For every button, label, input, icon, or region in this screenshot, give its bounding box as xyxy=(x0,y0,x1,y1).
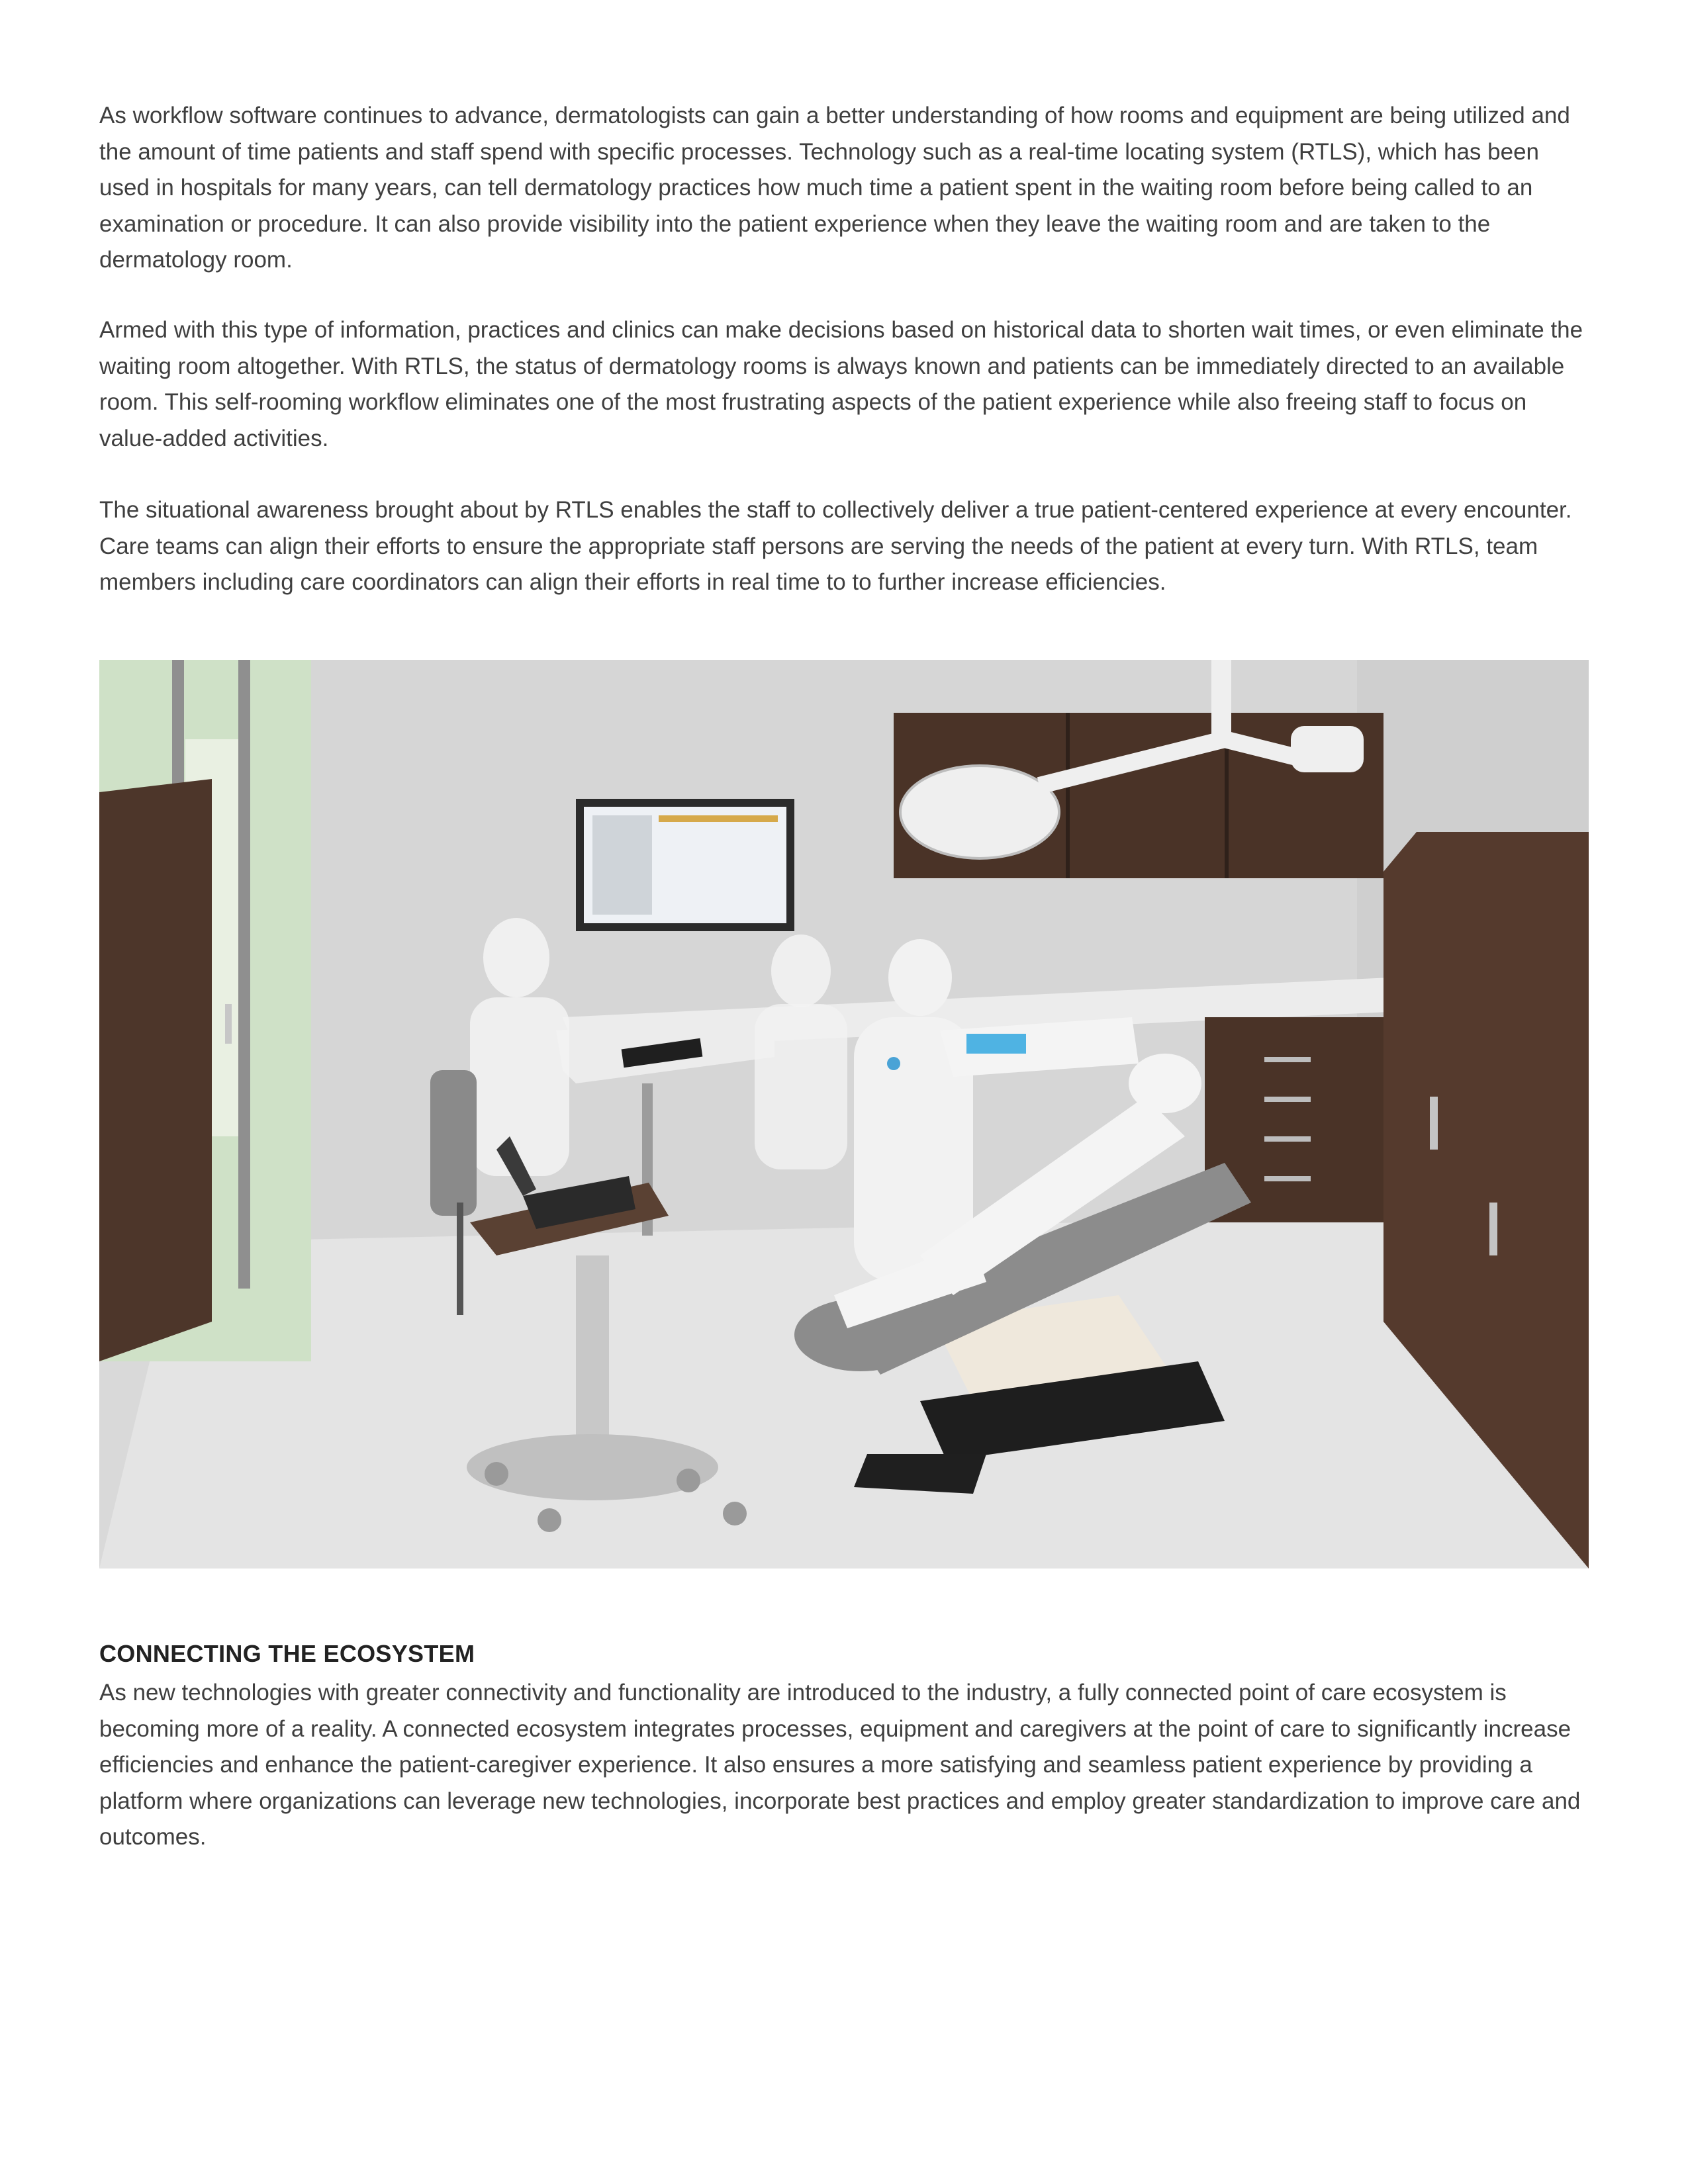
section-body-paragraph: As new technologies with greater connectivity and functionality are introduced to the industry, a fully connected point of care ecosystem is becoming more of a reality. A connected ecosystem integrates processes, equipment and caregivers at the point of care to significantly increase efficiencies and enhance the patient-caregiver experience. It also ensures a more satisfying and seamless patient experience by providing a platform where organizations can leverage new technologies, incorporate best practices and employ greater standardization to improve care and outcomes. xyxy=(99,1680,1581,1850)
body-paragraph-1: As workflow software continues to advance, dermatologists can gain a better understanding of how rooms and equipment are being utilized and the amount of time patients and staff spend with specific processes. Technology such as a real-time locating system (RTLS), which has been used in hospitals for many years, can tell dermatology practices how much time a patient spent in the waiting room before being called to an examination or procedure. It can also provide visibility into the patient experience when they leave the waiting room and are taken to the dermatology room. xyxy=(99,103,1570,273)
window-frame-2 xyxy=(238,660,250,1289)
body-paragraph-2: Armed with this type of information, practices and clinics can make decisions based on historical data to shorten wait times, or even eliminate the waiting room altogether. With RTLS, the status of dermatology rooms is always known and patients can be immediately directed to an available room. This self-rooming workflow eliminates one of the most frustrating aspects of the patient experience while also freeing staff to focus on value-added activities. xyxy=(99,317,1583,451)
left-cabinet-handle xyxy=(225,1004,232,1044)
section-heading: CONNECTING THE ECOSYSTEM xyxy=(99,1640,475,1667)
foot-control xyxy=(854,1454,986,1494)
seated-person-left xyxy=(483,918,549,997)
left-tall-cabinet xyxy=(99,779,212,1361)
exam-room-illustration xyxy=(99,660,1589,1569)
clinician xyxy=(888,939,952,1016)
exam-light xyxy=(900,766,1059,858)
floor xyxy=(99,1216,1589,1569)
side-chair xyxy=(430,1070,477,1216)
body-paragraph-3: The situational awareness brought about by RTLS enables the staff to collectively deliver a true patient-centered experience at every encounter. Care teams can align their efforts to ensure the appropriate staff persons are serving the needs of the patient at every turn. With RTLS, team members including care coordinators can align their efforts in real time to to further increase efficiencies. xyxy=(99,497,1572,595)
seated-person-right xyxy=(771,934,831,1007)
